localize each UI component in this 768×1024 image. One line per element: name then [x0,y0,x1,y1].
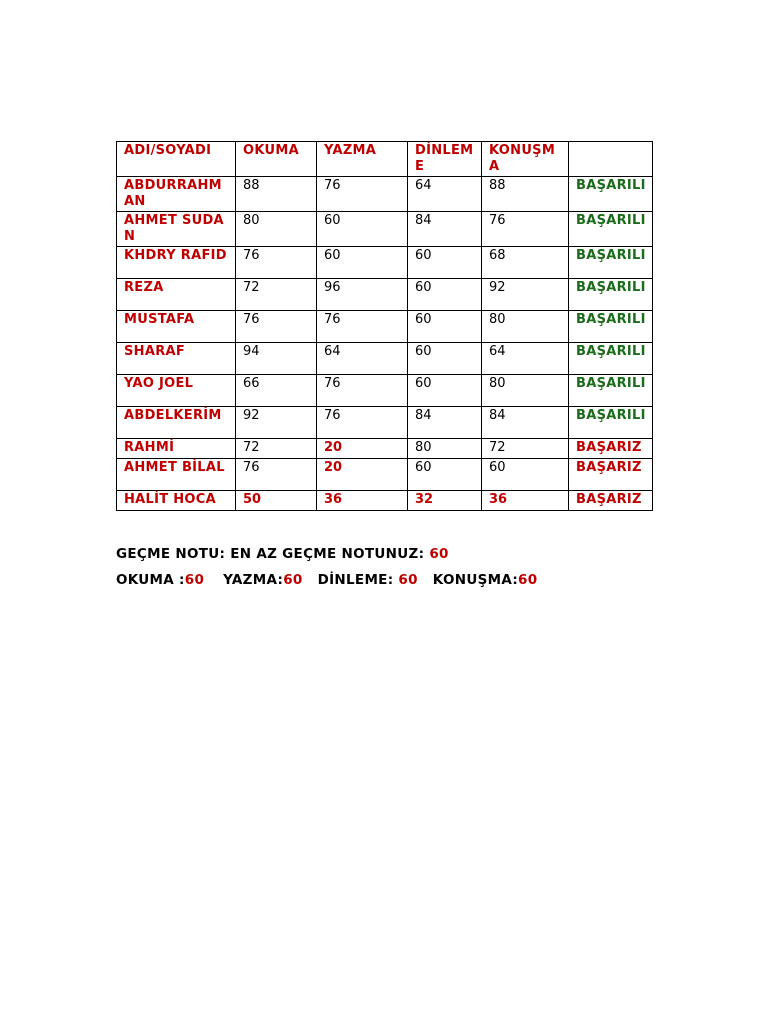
student-name: KHDRY RAFID [117,247,236,279]
dinleme-score: 80 [408,439,482,459]
yazma-score: 60 [317,212,408,247]
dinleme-score: 60 [408,279,482,311]
table-row [117,279,653,311]
dinleme-score: 64 [408,177,482,212]
result-status: BAŞARIZ [569,439,653,459]
result-status: BAŞARILI [569,311,653,343]
okuma-score: 94 [236,343,317,375]
okuma-score: 80 [236,212,317,247]
header-row [117,142,653,177]
table-row [117,247,653,279]
dinleme-score: 60 [408,375,482,407]
okuma-score: 88 [236,177,317,212]
dinleme-score: 60 [408,343,482,375]
konusma-score: 88 [482,177,569,212]
okuma-score: 76 [236,458,317,490]
konusma-score: 60 [482,458,569,490]
konusma-score: 64 [482,343,569,375]
result-status: BAŞARILI [569,343,653,375]
yazma-min-label: YAZMA: [223,572,284,588]
result-status: BAŞARILI [569,212,653,247]
passing-grade-label: GEÇME NOTU: EN AZ GEÇME NOTUNUZ: [116,546,425,562]
student-name: AHMET SUDAN [117,212,236,247]
table-row [117,311,653,343]
yazma-score: 64 [317,343,408,375]
header-result [569,142,653,177]
konusma-score: 76 [482,212,569,247]
okuma-score: 72 [236,279,317,311]
dinleme-score: 60 [408,247,482,279]
yazma-score: 96 [317,279,408,311]
dinleme-min-label: DİNLEME: [317,572,394,588]
student-name: MUSTAFA [117,311,236,343]
konusma-score: 92 [482,279,569,311]
konusma-score: 80 [482,311,569,343]
header-okuma: OKUMA [236,142,317,177]
yazma-score: 76 [317,177,408,212]
table-row [117,212,653,247]
dinleme-min-value: 60 [398,572,418,588]
yazma-score: 76 [317,407,408,439]
student-name: ABDELKERİM [117,407,236,439]
dinleme-score: 84 [408,407,482,439]
yazma-score: 60 [317,247,408,279]
konusma-score: 36 [482,490,569,510]
student-name: HALİT HOCA [117,490,236,510]
yazma-score: 20 [317,458,408,490]
header-name: ADI/SOYADI [117,142,236,177]
header-yazma: YAZMA [317,142,408,177]
konusma-min-label: KONUŞMA: [432,572,519,588]
okuma-score: 92 [236,407,317,439]
header-dinleme: DİNLEME [408,142,482,177]
result-status: BAŞARILI [569,375,653,407]
skill-minimums-note [116,572,537,588]
yazma-score: 20 [317,439,408,459]
table-row [117,407,653,439]
table-row [117,439,653,459]
result-status: BAŞARILI [569,407,653,439]
table-row [117,343,653,375]
yazma-score: 76 [317,375,408,407]
konusma-min-value: 60 [518,572,538,588]
dinleme-score: 60 [408,311,482,343]
student-name: YAO JOEL [117,375,236,407]
okuma-score: 66 [236,375,317,407]
student-name: AHMET BİLAL [117,458,236,490]
konusma-score: 68 [482,247,569,279]
student-name: SHARAF [117,343,236,375]
konusma-score: 80 [482,375,569,407]
result-status: BAŞARILI [569,177,653,212]
okuma-score: 76 [236,247,317,279]
student-name: ABDURRAHMAN [117,177,236,212]
table-row [117,375,653,407]
yazma-score: 36 [317,490,408,510]
okuma-min-value: 60 [184,572,205,588]
dinleme-score: 32 [408,490,482,510]
okuma-score: 72 [236,439,317,459]
result-status: BAŞARILI [569,247,653,279]
dinleme-score: 60 [408,458,482,490]
konusma-score: 72 [482,439,569,459]
yazma-score: 76 [317,311,408,343]
result-status: BAŞARILI [569,279,653,311]
grades-table [116,141,653,511]
okuma-score: 76 [236,311,317,343]
header-konusma: KONUŞMA [482,142,569,177]
table-row [117,177,653,212]
okuma-min-label: OKUMA : [116,572,185,588]
student-name: REZA [117,279,236,311]
yazma-min-value: 60 [283,572,303,588]
table-row [117,458,653,490]
result-status: BAŞARIZ [569,458,653,490]
passing-grade-note [116,546,449,562]
student-name: RAHMİ [117,439,236,459]
table-row [117,490,653,510]
passing-grade-value: 60 [429,546,449,562]
konusma-score: 84 [482,407,569,439]
dinleme-score: 84 [408,212,482,247]
result-status: BAŞARIZ [569,490,653,510]
okuma-score: 50 [236,490,317,510]
